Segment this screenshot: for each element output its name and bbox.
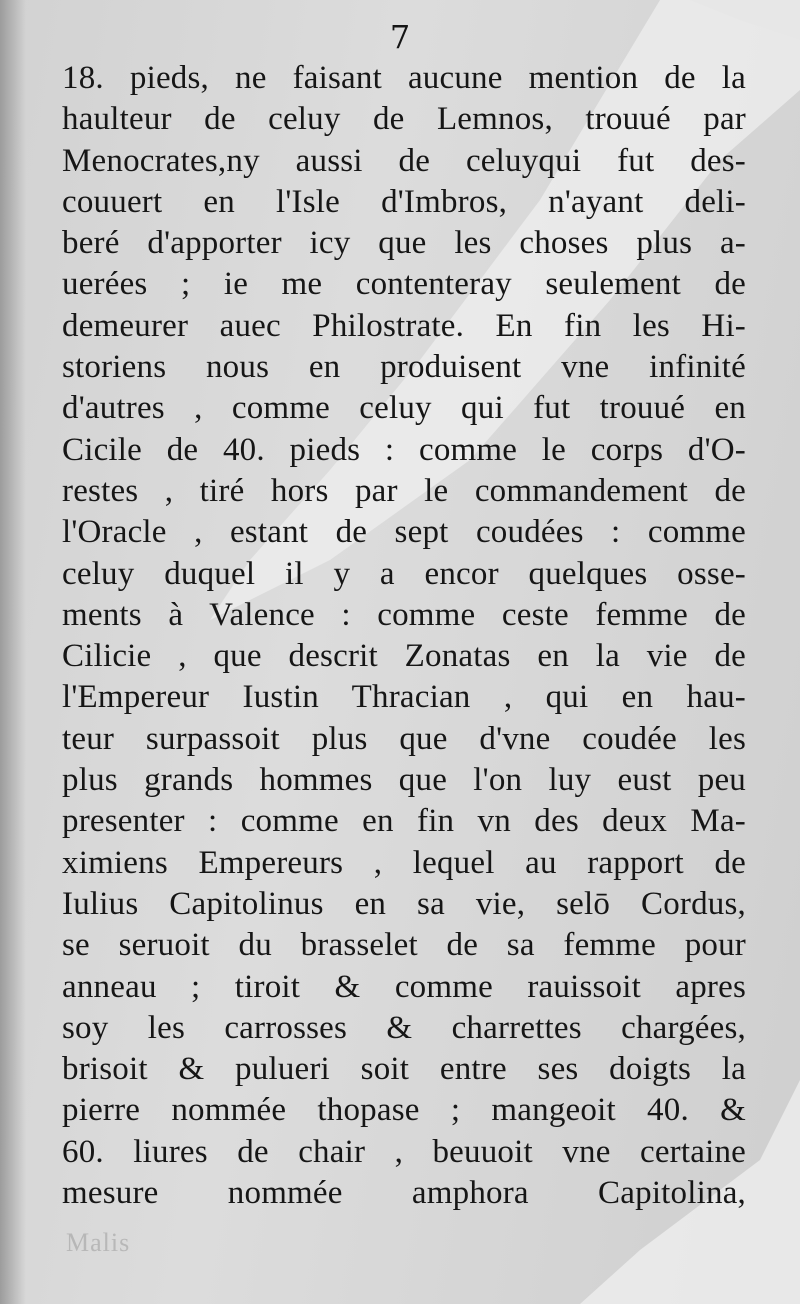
text-line: haulteur de celuy de Lemnos, trouué par	[62, 101, 746, 138]
text-line: 18. pieds, ne faisant aucune mention de la	[62, 60, 746, 96]
text-line: teur surpassoit plus que d'vne coudée les	[62, 720, 746, 757]
text-line: 60. liures de chair , beuuoit vne certaine	[62, 1133, 746, 1170]
text-line: Iulius Capitolinus en sa vie, selō Cordus,	[62, 885, 746, 922]
text-line: brisoit & pulueri soit entre ses doigts la	[62, 1051, 746, 1088]
text-line: ments à Valence : comme ceste femme de	[62, 596, 746, 633]
text-line: uerées ; ie me contenteray seulement de	[62, 266, 746, 303]
text-line: se seruoit du brasselet de sa femme pour	[62, 927, 746, 964]
text-line: restes , tiré hors par le commandement de	[62, 472, 746, 509]
text-line: anneau ; tiroit & comme rauissoit apres	[62, 968, 746, 1005]
text-line: l'Oracle , estant de sept coudées : comme	[62, 514, 746, 551]
text-line: Cilicie , que descrit Zonatas en la vie de	[62, 638, 746, 675]
library-stamp: Malis	[66, 1228, 131, 1257]
text-line: l'Empereur Iustin Thracian , qui en hau-	[62, 679, 746, 716]
page-number: 7	[389, 18, 411, 56]
text-line: presenter : comme en fin vn des deux Ma-	[62, 803, 746, 840]
text-line: d'autres , comme celuy qui fut trouué en	[62, 390, 746, 427]
text-line: Menocrates,ny aussi de celuyqui fut des-	[62, 142, 746, 179]
text-line: soy les carrosses & charrettes chargées,	[62, 1009, 746, 1046]
text-line: couuert en l'Isle d'Imbros, n'ayant deli-	[62, 183, 746, 220]
text-line: celuy duquel il y a encor quelques osse-	[62, 555, 746, 592]
text-line: Cicile de 40. pieds : comme le corps d'O-	[62, 431, 746, 468]
text-line: demeurer auec Philostrate. En fin les Hi-	[62, 307, 746, 344]
text-line: ximiens Empereurs , lequel au rapport de	[62, 844, 746, 881]
text-line: beré d'apporter icy que les choses plus a-	[62, 225, 746, 262]
text-line: mesure nommée amphora Capitolina,	[62, 1175, 746, 1212]
text-line: storiens nous en produisent vne infinité	[62, 349, 746, 386]
text-line: pierre nommée thopase ; mangeoit 40. &	[62, 1092, 746, 1129]
text-line: plus grands hommes que l'on luy eust peu	[62, 762, 746, 799]
text-block	[62, 58, 746, 1214]
